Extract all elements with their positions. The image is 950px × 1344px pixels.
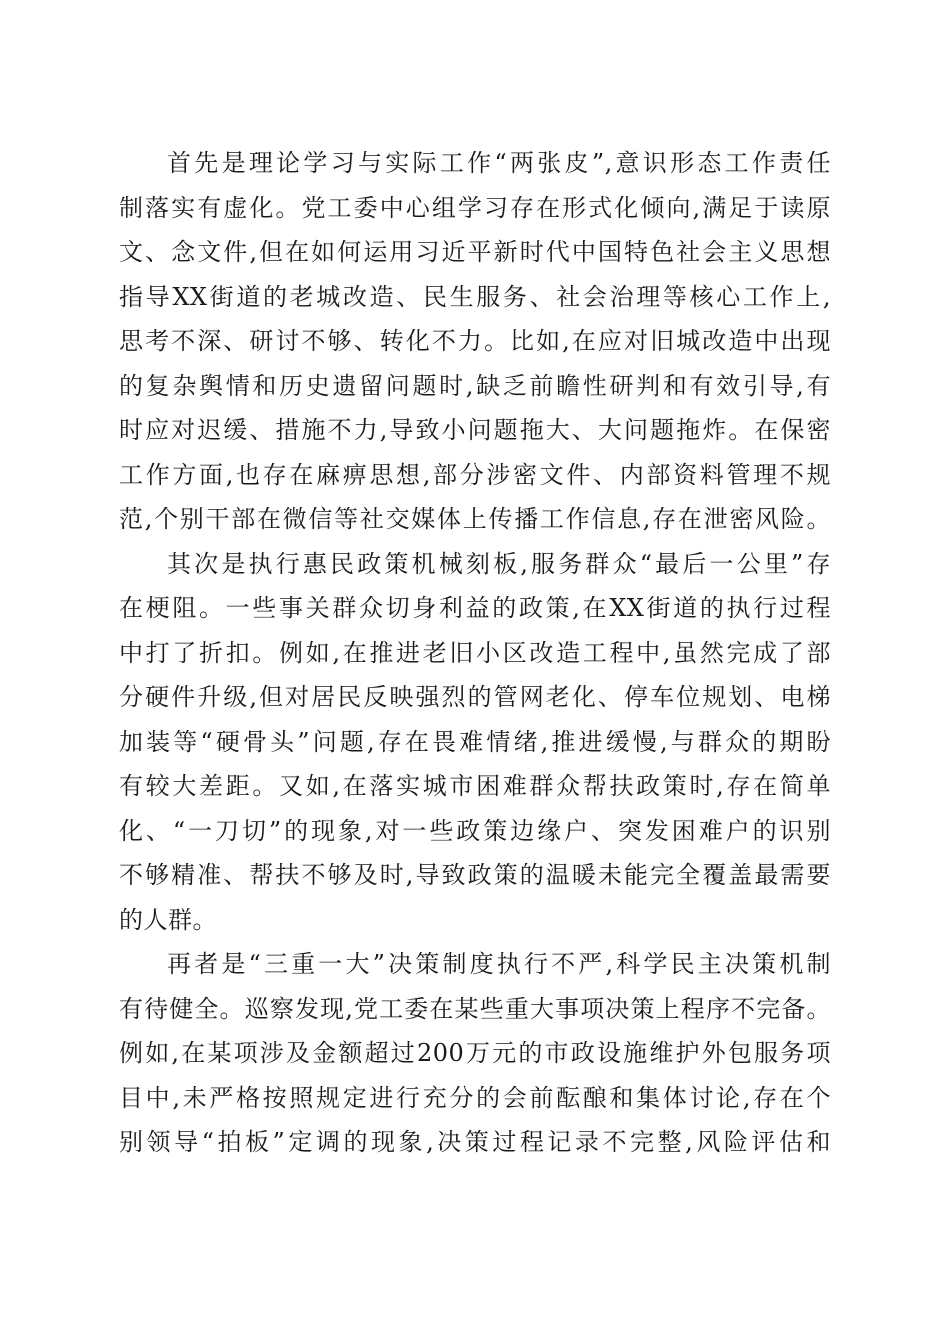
text-line: 的复杂舆情和历史遗留问题时,缺乏前瞻性研判和有效引导,有 (119, 371, 831, 400)
text-line: 例如,在某项涉及金额超过200万元的市政设施维护外包服务项 (119, 1039, 831, 1067)
text-line: 别领导“拍板”定调的现象,决策过程记录不完整,风险评估和 (119, 1128, 831, 1156)
text-line: 有待健全。巡察发现,党工委在某些重大事项决策上程序不完备。 (119, 994, 831, 1023)
paragraph-3 (119, 942, 831, 1165)
body-text (119, 141, 831, 1165)
text-line: 范,个别干部在微信等社交媒体上传播工作信息,存在泄密风险。 (119, 505, 831, 533)
text-line: 思考不深、研讨不够、转化不力。比如,在应对旧城改造中出现 (119, 327, 831, 355)
text-line: 在梗阻。一些事关群众切身利益的政策,在XX街道的执行过程 (119, 594, 831, 622)
text-line: 中打了折扣。例如,在推进老旧小区改造工程中,虽然完成了部 (119, 638, 831, 667)
text-line: 文、念文件,但在如何运用习近平新时代中国特色社会主义思想 (119, 238, 831, 266)
text-line: 有较大差距。又如,在落实城市困难群众帮扶政策时,存在简单 (119, 772, 831, 800)
text-line: 首先是理论学习与实际工作“两张皮”,意识形态工作责任 (167, 149, 831, 177)
text-line: 时应对迟缓、措施不力,导致小问题拖大、大问题拖炸。在保密 (119, 416, 831, 444)
text-line: 的人群。 (119, 905, 217, 934)
text-line: 指导XX街道的老城改造、民生服务、社会治理等核心工作上, (119, 282, 831, 311)
text-line: 分硬件升级,但对居民反映强烈的管网老化、停车位规划、电梯 (119, 683, 831, 711)
text-line: 其次是执行惠民政策机械刻板,服务群众“最后一公里”存 (167, 549, 831, 578)
text-line: 目中,未严格按照规定进行充分的会前酝酿和集体讨论,存在个 (119, 1083, 831, 1112)
text-line: 不够精准、帮扶不够及时,导致政策的温暖未能完全覆盖最需要 (119, 861, 831, 889)
paragraph-1 (119, 141, 831, 542)
text-line: 化、“一刀切”的现象,对一些政策边缘户、突发困难户的识别 (119, 816, 831, 845)
text-line: 加装等“硬骨头”问题,存在畏难情绪,推进缓慢,与群众的期盼 (119, 727, 831, 756)
paragraph-2 (119, 542, 831, 943)
text-line: 再者是“三重一大”决策制度执行不严,科学民主决策机制 (167, 950, 831, 978)
text-line: 制落实有虚化。党工委中心组学习存在形式化倾向,满足于读原 (119, 193, 831, 222)
text-line: 工作方面,也存在麻痹思想,部分涉密文件、内部资料管理不规 (119, 460, 831, 489)
